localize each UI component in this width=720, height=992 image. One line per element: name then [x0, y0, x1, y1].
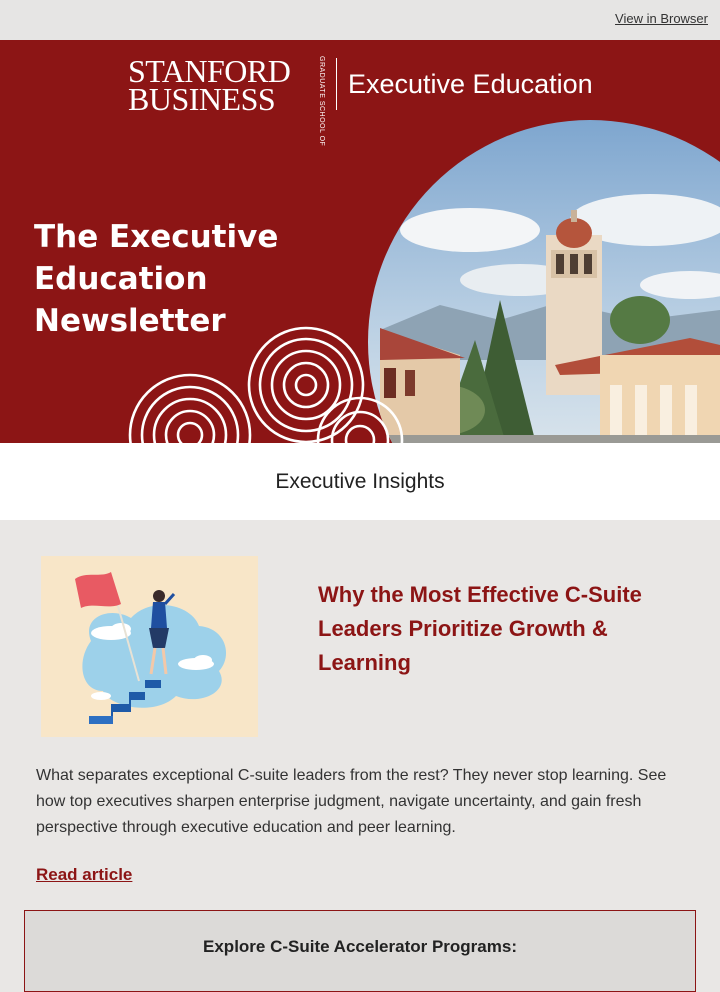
read-article-link[interactable]: Read article — [36, 865, 133, 884]
logo-line1: STANFORD — [128, 53, 291, 89]
article-card — [0, 520, 720, 960]
programs-title: Explore C-Suite Accelerator Programs: — [203, 937, 517, 956]
article-title-link[interactable]: Why the Most Effective C-Suite Leaders Prioritize Growth & Learning — [318, 582, 642, 675]
logo-line2: BUSINESS — [128, 81, 276, 117]
leader-climbing-stairs-illustration-icon — [41, 556, 258, 737]
logo-vertical-text: GRADUATE SCHOOL OF — [318, 56, 325, 147]
hero-title-line1: The Executive — [34, 219, 279, 255]
programs-box — [24, 910, 696, 992]
hero-banner — [0, 40, 720, 443]
article-thumbnail[interactable] — [41, 556, 258, 737]
logo-divider — [336, 58, 337, 110]
logo-program-name: Executive Education — [348, 69, 593, 99]
view-in-browser-link[interactable]: View in Browser — [615, 11, 708, 26]
section-title: Executive Insights — [0, 443, 720, 520]
top-bar — [0, 0, 720, 40]
article-body: What separates exceptional C-suite leaders from the rest? They never stop learning. See how top executives sharpen enterprise judgment, navigate uncertainty, and gain fresh perspective through executive education and peer learning. — [36, 767, 667, 836]
hero-title — [34, 216, 394, 342]
hero-title-line2: Education Newsletter — [34, 261, 226, 339]
